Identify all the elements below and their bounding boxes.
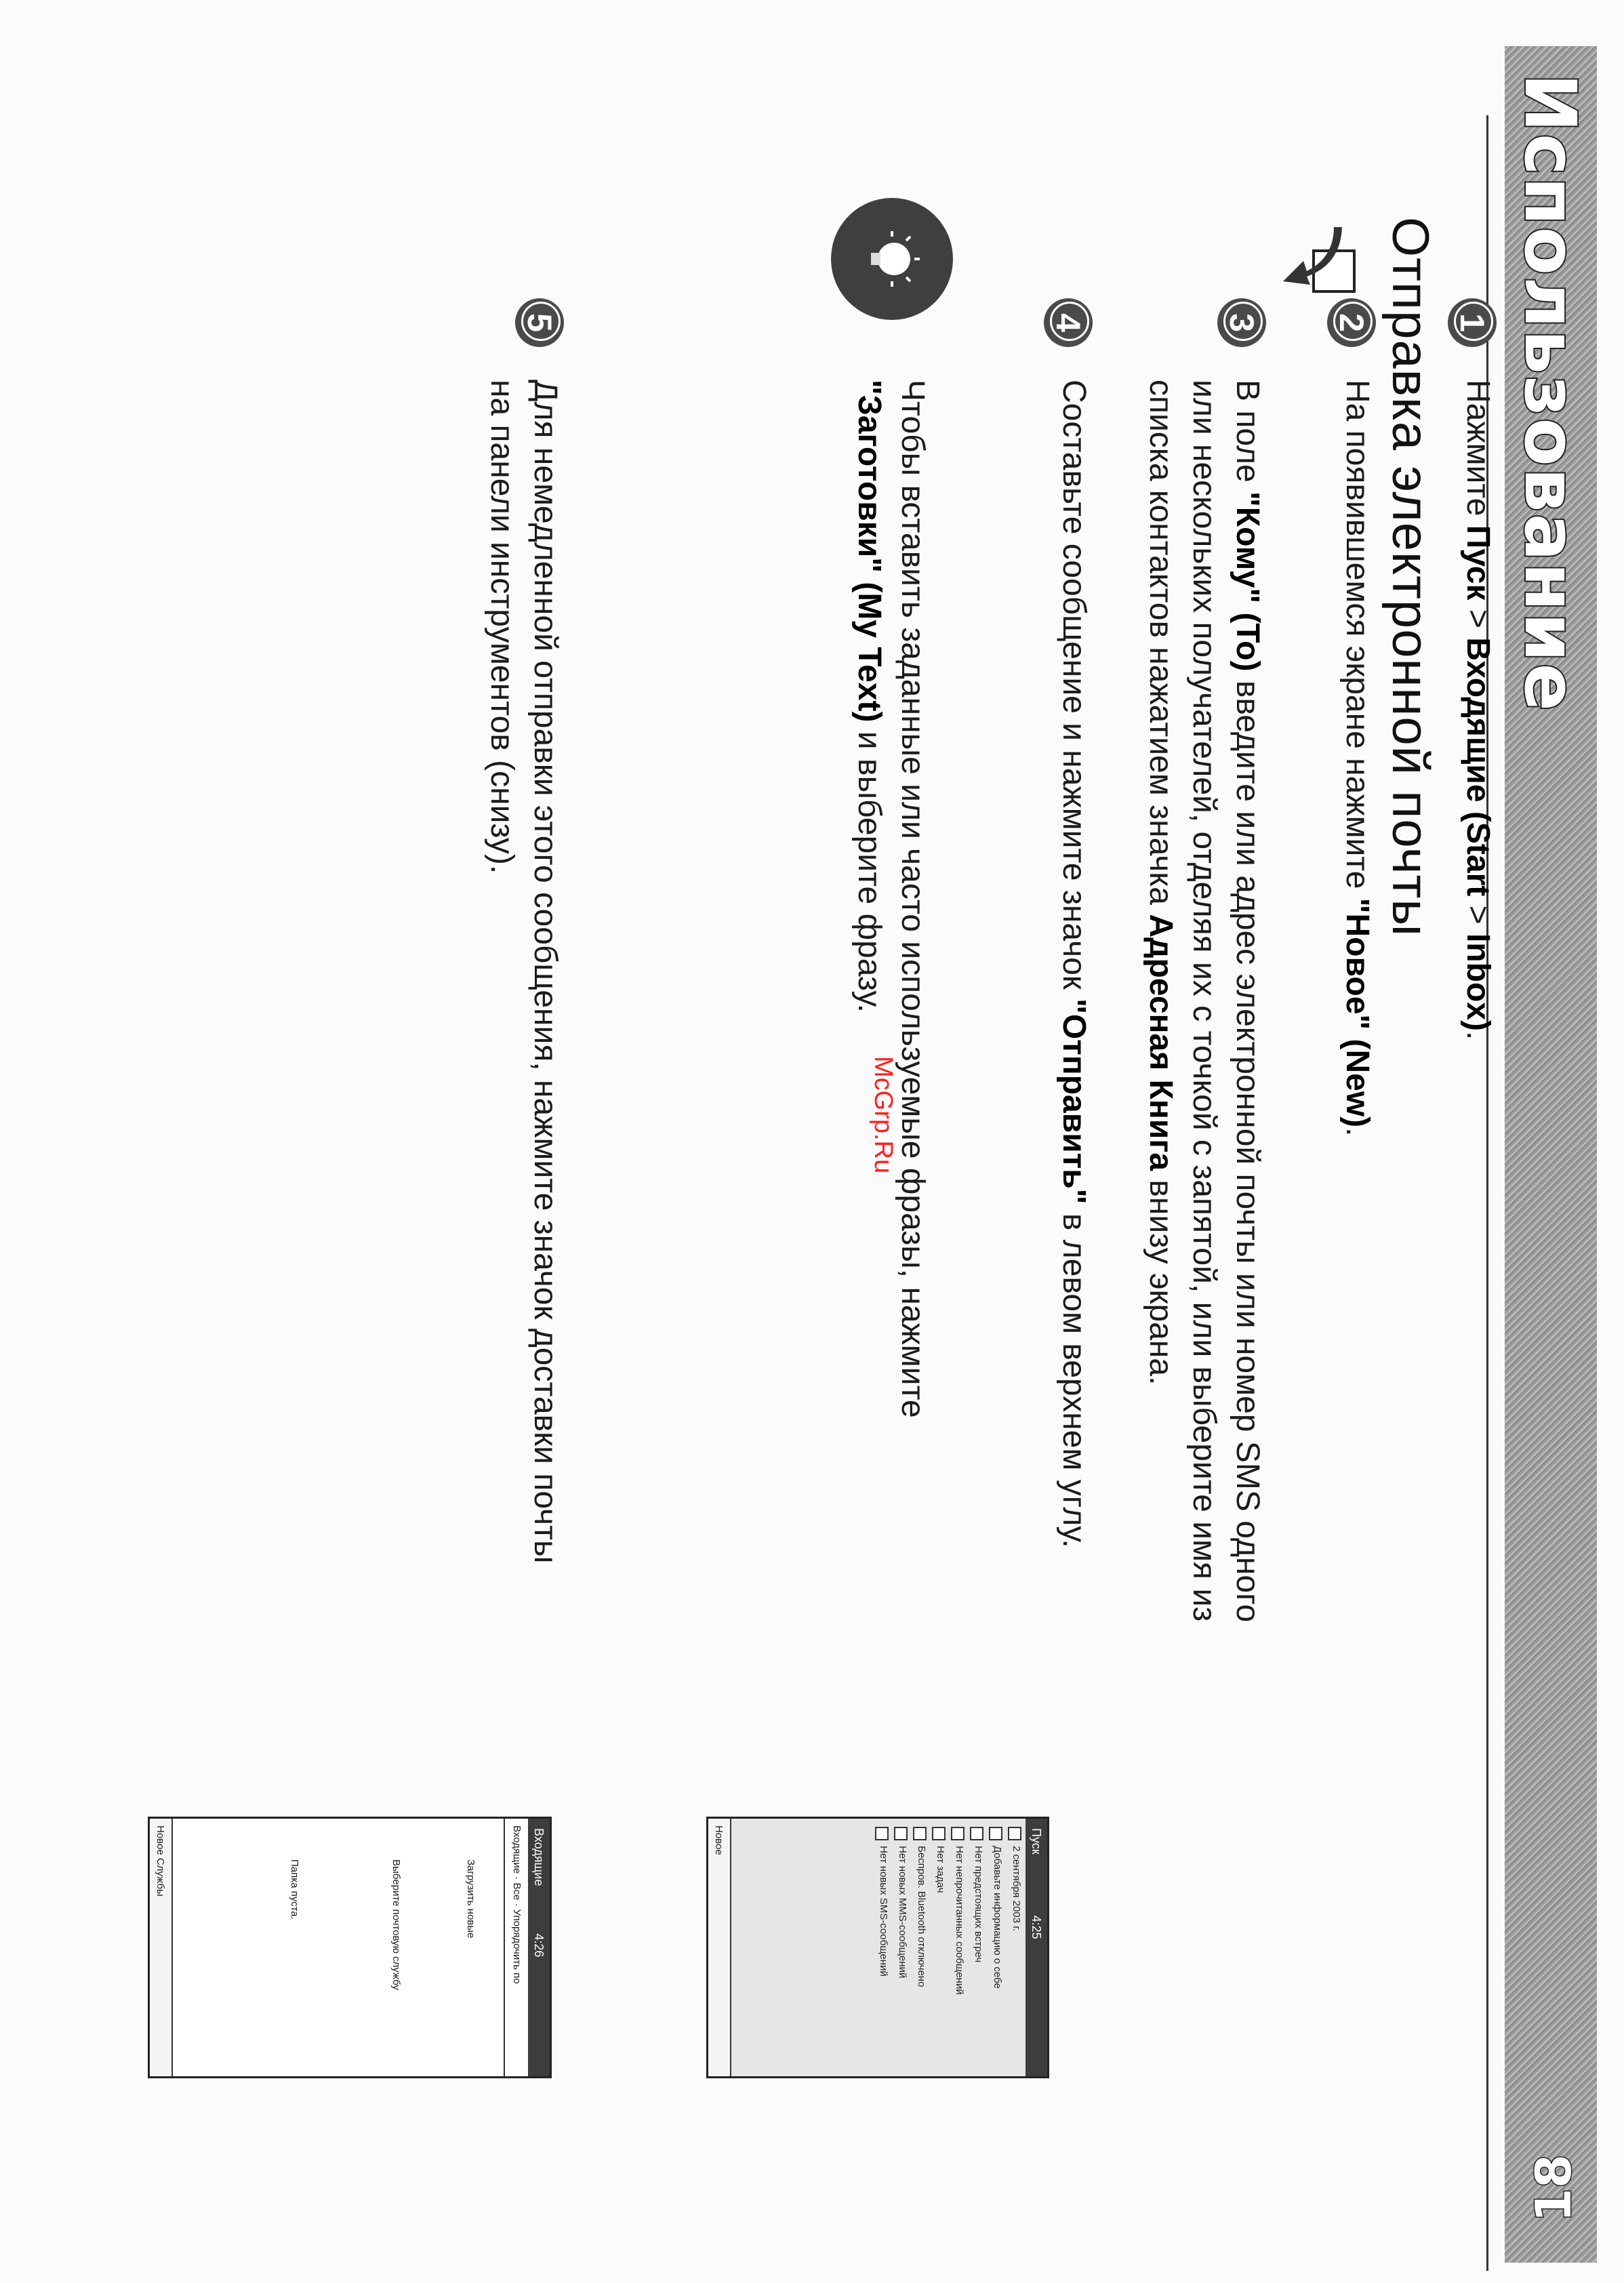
step-text: Нажмите Пуск > Входящие (Start > Inbox). <box>1460 380 1496 1041</box>
step-number: 1 <box>1448 298 1497 347</box>
section-title: Отправка электронной почты <box>1381 217 1439 937</box>
toolbar: Новое Службы <box>150 1819 173 2076</box>
screen-title-bar: Пуск 4:25 <box>1026 1819 1047 2076</box>
step-text: На появившемся экране нажмите "Новое" (New). <box>1339 380 1375 1137</box>
watermark: McGrp.Ru <box>869 1056 897 1174</box>
screenshot-start <box>706 1817 1049 2078</box>
step-text: Для немедленной отправки этого сообщения, нажмите значок доставки почты на панели инструментов (снизу). <box>484 380 563 1564</box>
step-text: Составьте сообщение и нажмите значок "Отправить" в левом верхнем углу. <box>1056 380 1092 1548</box>
step-number: 5 <box>515 298 564 347</box>
header-band <box>1505 46 1597 2263</box>
list-item: Нет непрочитанных сообщений <box>950 1819 969 2076</box>
step-text: В поле "Кому" (To) введите или адрес электронной почты или номер SMS одного или нескольких получателей, отделяя их с точкой с запятой, или выберите имя из списка контактов нажатием значка Адресная Книга внизу экрана. <box>1143 380 1265 1623</box>
list-item: Нет новых MMS-сообщений <box>893 1819 912 2076</box>
list-item: Нет новых SMS-сообщений <box>874 1819 893 2076</box>
step-number: 3 <box>1217 298 1266 347</box>
message-list <box>205 1819 504 2076</box>
list-item: Беспров. Bluetooth отключено <box>912 1819 931 2076</box>
screen-title-bar: Входящие 4:26 <box>528 1819 550 2076</box>
softkey-new: Новое <box>708 1819 731 2076</box>
list-item: Нет задач <box>931 1819 950 2076</box>
body-text: Выберите почтовую службу <box>390 1859 402 1990</box>
step-number: 4 <box>1044 298 1093 347</box>
download-link: Загрузить новые <box>465 1859 476 1939</box>
return-arrow-icon <box>1273 217 1361 305</box>
list-item: 2 сентября 2003 г. <box>1007 1819 1026 2076</box>
page-number: 18 <box>1525 2154 1582 2222</box>
list-item: Добавьте информацию о себе <box>988 1819 1007 2076</box>
header-title: Использование <box>1509 73 1591 713</box>
tip-badge <box>831 198 953 320</box>
screenshot-inbox <box>148 1817 552 2078</box>
folder-bar: Входящие · Все · Упорядочить по <box>504 1819 528 2076</box>
tip-text: Чтобы вставить заданные или часто используемые фразы, нажмите "Заготовки" (My Text) и выберите фразу. <box>851 380 931 1418</box>
lightbulb-icon <box>861 228 922 289</box>
list-item: Нет предстоящих встреч <box>969 1819 988 2076</box>
empty-text: Папка пуста. <box>289 1859 300 1920</box>
step-number: 2 <box>1327 298 1376 347</box>
